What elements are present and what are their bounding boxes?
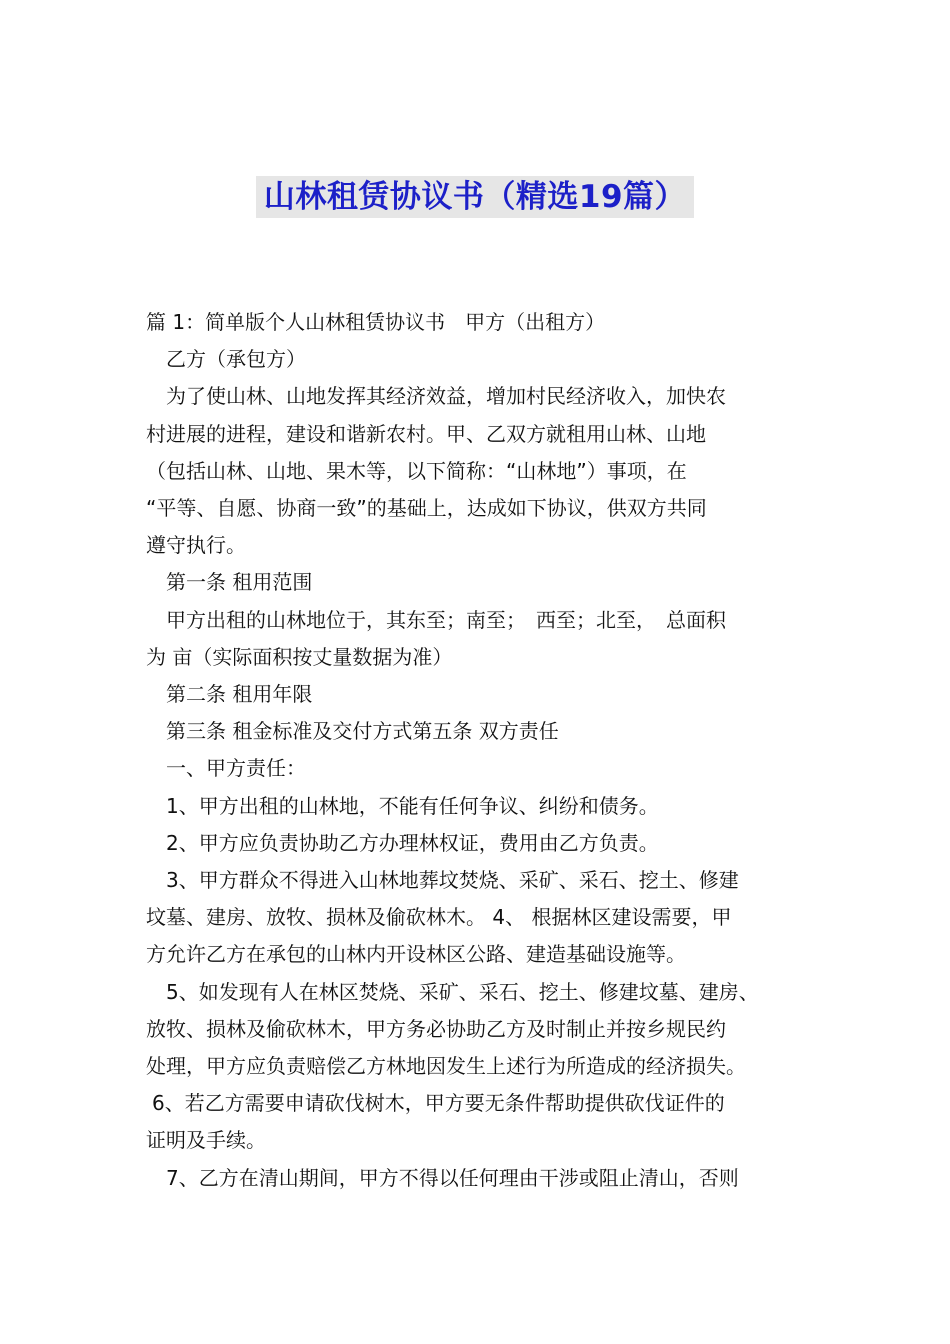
body-line: 5、如发现有人在林区焚烧、采矿、采石、挖土、修建坟墓、建房、 xyxy=(166,979,759,1004)
body-line: 篇 1：简单版个人山林租赁协议书 甲方（出租方） xyxy=(146,310,606,334)
body-line: （包括山林、山地、果木等，以下简称：“山林地”）事项，在 xyxy=(146,458,687,483)
body-line: 3、甲方群众不得进入山林地葬坟焚烧、采矿、采石、挖土、修建 xyxy=(166,868,739,893)
body-line: 遵守执行。 xyxy=(146,533,246,558)
body-line: 一、甲方责任： xyxy=(166,756,306,781)
body-line: 第一条 租用范围 xyxy=(166,570,313,595)
body-line: 6、若乙方需要申请砍伐树木，甲方要无条件帮助提供砍伐证件的 xyxy=(152,1091,725,1116)
body-line: 放牧、损林及偷砍林木，甲方务必协助乙方及时制止并按乡规民约 xyxy=(146,1016,726,1041)
document-title: 山林租赁协议书（精选19篇） xyxy=(256,176,694,218)
body-line: 第三条 租金标准及交付方式第五条 双方责任 xyxy=(166,719,559,744)
body-line: 2、甲方应负责协助乙方办理林权证，费用由乙方负责。 xyxy=(166,830,659,855)
body-line: 乙方（承包方） xyxy=(166,347,306,372)
body-line: 1、甲方出租的山林地，不能有任何争议、纠纷和债务。 xyxy=(166,793,659,818)
body-line: 村进展的进程，建设和谐新农村。甲、乙双方就租用山林、山地 xyxy=(146,421,706,446)
body-line: 证明及手续。 xyxy=(146,1128,266,1153)
body-line: 坟墓、建房、放牧、损林及偷砍林木。 4、 根据林区建设需要，甲 xyxy=(146,905,732,930)
body-line: 为了使山林、山地发挥其经济效益，增加村民经济收入，加快农 xyxy=(166,384,726,409)
body-line: 为 亩（实际面积按丈量数据为准） xyxy=(146,644,453,669)
document-body xyxy=(146,304,814,1197)
body-line: 第二条 租用年限 xyxy=(166,682,313,707)
body-line: 方允许乙方在承包的山林内开设林区公路、建造基础设施等。 xyxy=(146,942,686,967)
title-container xyxy=(0,176,950,218)
body-line: 甲方出租的山林地位于，其东至；南至； 西至；北至， 总面积 xyxy=(166,607,726,632)
body-line: 7、乙方在清山期间，甲方不得以任何理由干涉或阻止清山，否则 xyxy=(166,1165,739,1190)
body-line: “平等、自愿、协商一致”的基础上，达成如下协议，供双方共同 xyxy=(146,496,707,521)
body-line: 处理，甲方应负责赔偿乙方林地因发生上述行为所造成的经济损失。 xyxy=(146,1054,746,1079)
